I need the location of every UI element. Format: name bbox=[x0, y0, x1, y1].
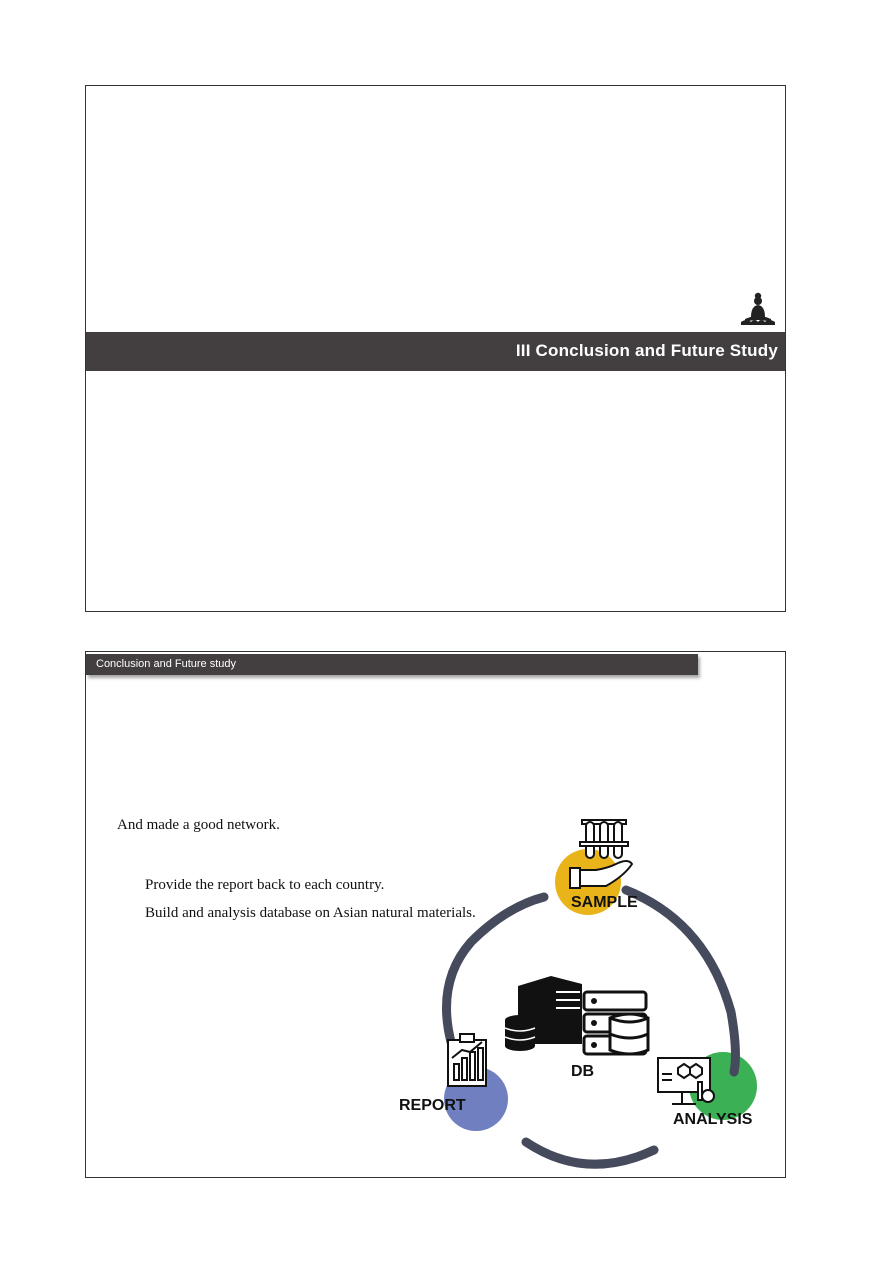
text-line: And made a good network. bbox=[117, 817, 280, 833]
db-label: DB bbox=[571, 1063, 595, 1080]
cycle-diagram bbox=[386, 812, 786, 1178]
report-label: REPORT bbox=[399, 1097, 466, 1114]
section-band bbox=[86, 332, 785, 371]
slide-header-title: Conclusion and Future study bbox=[96, 658, 237, 670]
section-title: III Conclusion and Future Study bbox=[515, 341, 778, 360]
sample-label: SAMPLE bbox=[571, 894, 638, 911]
analysis-icon bbox=[658, 1058, 714, 1104]
text-line: Build and analysis database on Asian natural materials. bbox=[145, 905, 476, 921]
slide-conclusion bbox=[85, 651, 786, 1178]
slide-header-bar bbox=[86, 654, 698, 675]
text-line: Provide the report back to each country. bbox=[145, 877, 385, 893]
slide-section-title bbox=[85, 85, 786, 612]
buddha-icon bbox=[739, 291, 777, 327]
analysis-label: ANALYSIS bbox=[673, 1111, 753, 1128]
db-icon bbox=[505, 976, 648, 1054]
report-icon bbox=[448, 1034, 486, 1086]
